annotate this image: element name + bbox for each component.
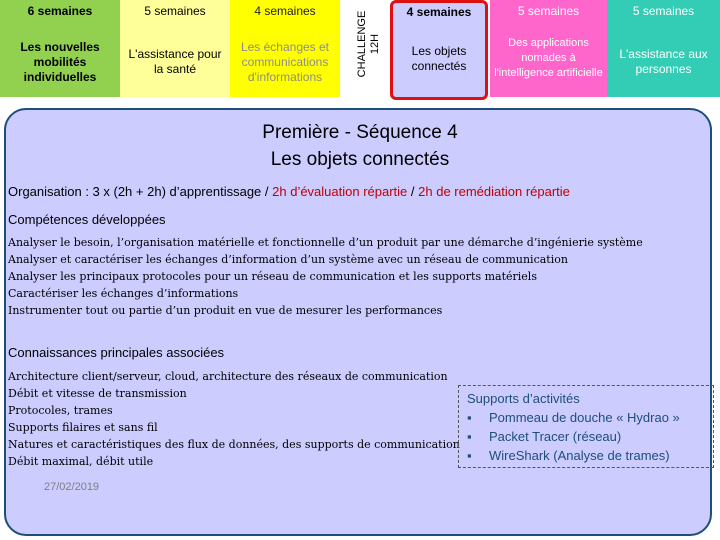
competences-list xyxy=(8,234,643,319)
connaissances-heading: Connaissances principales associées xyxy=(8,345,225,360)
support-item xyxy=(467,408,713,427)
organisation-separator: / xyxy=(407,184,419,199)
sequence-4-theme: Les objets connectés xyxy=(411,44,467,73)
sequence-1 xyxy=(0,0,120,97)
connaissance-item: Natures et caractéristiques des flux de données, des supports de communication xyxy=(8,438,460,451)
competence-item: Caractériser les échanges d’informations xyxy=(8,287,239,300)
competence-item: Analyser le besoin, l’organisation matérielle et fonctionnelle d’un produit par une démarche d’ingénierie système xyxy=(8,236,643,249)
sequence-4-duration: 4 semaines xyxy=(406,5,472,19)
sequence-3 xyxy=(230,0,340,97)
supports-heading: Supports d’activités xyxy=(467,391,580,406)
support-item xyxy=(467,427,713,446)
title-line-1: Première - Séquence 4 xyxy=(262,122,458,143)
challenge-line-2: 12H xyxy=(369,33,381,55)
organisation-prefix: Organisation : 3 x (2h + 2h) d’apprentissage / xyxy=(8,184,273,199)
connaissance-item: Protocoles, trames xyxy=(8,404,113,417)
sequence-2-duration: 5 semaines xyxy=(144,4,206,18)
sequence-1-duration: 6 semaines xyxy=(27,4,93,18)
challenge-line-1: CHALLENGE xyxy=(356,10,368,78)
support-item-label: Packet Tracer (réseau) xyxy=(489,429,622,444)
competences-heading: Compétences développées xyxy=(8,212,166,227)
supports-box xyxy=(458,385,714,468)
title-line-2: Les objets connectés xyxy=(270,149,450,170)
sequence-3-duration: 4 semaines xyxy=(254,4,316,18)
square-bullet-icon: ▪ xyxy=(467,448,472,463)
challenge-text xyxy=(356,11,382,78)
square-bullet-icon: ▪ xyxy=(467,429,472,444)
competence-item: Instrumenter tout ou partie d’un produit en vue de mesurer les performances xyxy=(8,304,443,317)
organisation-remediation: 2h de remédiation répartie xyxy=(418,184,570,199)
sequence-5 xyxy=(490,0,607,97)
sequence-3-theme: Les échanges et communications d'informations xyxy=(240,39,330,84)
page-title xyxy=(0,119,720,173)
support-item-label: Pommeau de douche « Hydrao » xyxy=(489,410,680,425)
support-item xyxy=(467,446,713,465)
support-item-label: WireShark (Analyse de trames) xyxy=(489,448,670,463)
sequence-5-duration: 5 semaines xyxy=(517,4,580,18)
square-bullet-icon: ▪ xyxy=(467,410,472,425)
competence-item: Analyser et caractériser les échanges d’information d’un système avec un réseau de communication xyxy=(8,253,568,266)
connaissances-list xyxy=(8,368,460,470)
organisation-line xyxy=(8,184,570,199)
connaissance-item: Architecture client/serveur, cloud, architecture des réseaux de communication xyxy=(8,370,448,383)
challenge-label xyxy=(350,0,388,97)
sequence-6-duration: 5 semaines xyxy=(632,4,695,18)
competence-item: Analyser les principaux protocoles pour un réseau de communication et les supports matériels xyxy=(8,270,537,283)
connaissance-item: Supports filaires et sans fil xyxy=(8,421,158,434)
date-footer: 27/02/2019 xyxy=(44,481,100,493)
sequence-5-theme: Des applications nomades à l'intelligence artificielle xyxy=(494,36,603,79)
sequence-1-theme: Les nouvelles mobilités individuelles xyxy=(20,39,100,84)
sequence-6 xyxy=(607,0,720,97)
sequence-2 xyxy=(120,0,230,97)
connaissance-item: Débit et vitesse de transmission xyxy=(8,387,187,400)
sequence-4-current xyxy=(390,0,488,100)
sequence-6-theme: L'assistance aux personnes xyxy=(619,47,708,76)
organisation-evaluation: 2h d’évaluation répartie xyxy=(272,184,408,199)
sequence-2-theme: L'assistance pour la santé xyxy=(128,47,222,76)
connaissance-item: Débit maximal, débit utile xyxy=(8,455,154,468)
